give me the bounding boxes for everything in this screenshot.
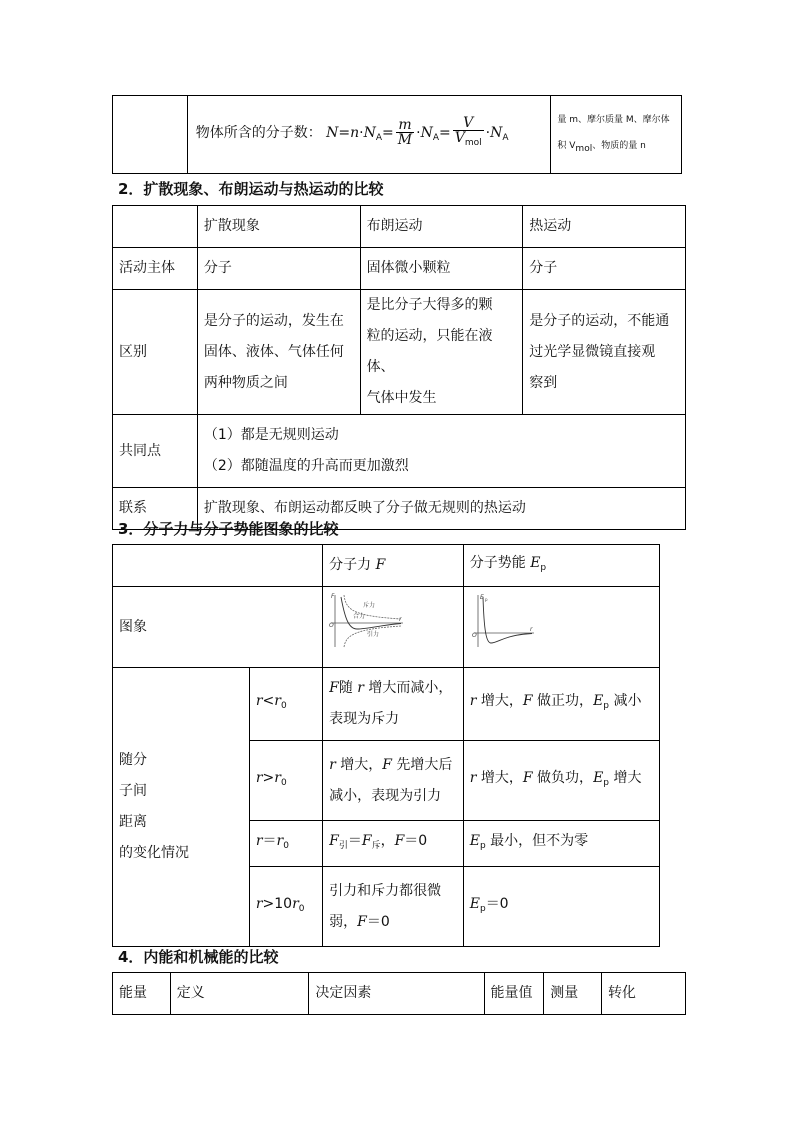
cond-r-less-r0: $r<r_0$: [249, 668, 322, 741]
svg-text:r: r: [399, 616, 402, 623]
note-line-1: 量 m、摩尔质量 M、摩尔体: [557, 115, 670, 125]
s2-header-thermal: 热运动: [523, 206, 686, 248]
top-empty-cell: [113, 96, 188, 174]
common-point-2: （2）都随温度的升高而更加激烈: [203, 458, 409, 474]
force-r-less-r0: F随 r 增大而减小， 表现为斥力: [323, 668, 464, 741]
svg-text:E: E: [479, 594, 484, 601]
svg-text:引力: 引力: [367, 631, 380, 638]
s3-corner-cell: [113, 545, 323, 587]
s4-header-value: 能量值: [484, 973, 544, 1015]
s3-header-energy: 分子势能 $E_p$: [463, 545, 659, 587]
s4-header-definition: 定义: [170, 973, 309, 1015]
s2-row-label-relation: 联系: [113, 488, 198, 530]
s4-header-energy: 能量: [113, 973, 171, 1015]
svg-text:O: O: [471, 632, 477, 639]
s2-header-diffusion: 扩散现象: [197, 206, 360, 248]
note-line-2: 积 Vmol、物质的量 n: [557, 141, 646, 154]
svg-text:斥力: 斥力: [363, 602, 376, 609]
energy-graph-cell: [463, 587, 659, 668]
top-table: [112, 95, 682, 174]
svg-text:合力: 合力: [353, 613, 366, 620]
top-note-cell: [551, 96, 682, 174]
force-r-far: 引力和斥力都很微 弱，F＝0: [323, 867, 464, 947]
s3-image-label: 图象: [113, 587, 323, 668]
svg-text:F: F: [331, 593, 335, 600]
energy-r-far: $E_p=0$: [463, 867, 659, 947]
molecular-force-energy-table: [112, 544, 660, 947]
energy-r-equal-r0: $E_p$ 最小，但不为零: [463, 821, 659, 867]
formula-prefix: 物体所含的分子数：: [195, 124, 322, 141]
s2-subject-thermal: 分子: [523, 248, 686, 290]
force-r-equal-r0: $F_引=F_斥$，F＝0: [323, 821, 464, 867]
s4-header-conversion: 转化: [601, 973, 685, 1015]
svg-text:p: p: [484, 597, 488, 602]
molecule-count-formula: N: [326, 124, 339, 141]
s2-common-points: [197, 415, 685, 488]
s2-relation-text: 扩散现象、布朗运动都反映了分子做无规则的热运动: [197, 488, 685, 530]
section-3-heading: 3．分子力与分子势能图象的比较: [118, 520, 339, 538]
section-4-heading: 4．内能和机械能的比较: [118, 948, 279, 966]
cond-r-equal-r0: $r=r_0$: [249, 821, 322, 867]
s2-subject-brownian: 固体微小颗粒: [360, 248, 523, 290]
s2-subject-diffusion: 分子: [197, 248, 360, 290]
s2-diff-diffusion: 是分子的运动，发生在 固体、液体、气体任何 两种物质之间: [197, 290, 360, 415]
s3-header-force: 分子力 F: [323, 545, 464, 587]
energy-r-less-r0: r 增大，F 做正功，$E_p$ 减小: [463, 668, 659, 741]
s2-row-label-common: 共同点: [113, 415, 198, 488]
s2-corner-cell: [113, 206, 198, 248]
section-2-heading: 2．扩散现象、布朗运动与热运动的比较: [118, 180, 384, 198]
s4-header-measurement: 测量: [544, 973, 602, 1015]
s2-row-label-subject: 活动主体: [113, 248, 198, 290]
s2-header-brownian: 布朗运动: [360, 206, 523, 248]
common-point-1: （1）都是无规则运动: [203, 427, 339, 443]
s2-diff-thermal: 是分子的运动，不能通 过光学显微镜直接观 察到: [523, 290, 686, 415]
s2-diff-brownian: 是比分子大得多的颗 粒的运动，只能在液体、 气体中发生: [360, 290, 523, 415]
force-graph-cell: [323, 587, 464, 668]
cond-r-far: $r>10r_0$: [249, 867, 322, 947]
diffusion-comparison-table: [112, 205, 686, 530]
s3-variation-label: 随分 子间 距离 的变化情况: [113, 668, 250, 947]
s4-header-factors: 决定因素: [309, 973, 484, 1015]
force-graph: [327, 589, 407, 653]
energy-r-greater-r0: r 增大，F 做负功，$E_p$ 增大: [463, 741, 659, 821]
svg-text:O: O: [329, 622, 334, 629]
internal-mechanical-energy-table: [112, 972, 686, 1015]
potential-energy-graph: [468, 589, 548, 653]
cond-r-greater-r0: $r>r_0$: [249, 741, 322, 821]
top-formula-cell: 物体所含的分子数： $N=n\cdot N_A=$ $\frac{m}{M}$ $\cdot N_A=$ $\frac{V}{V_{mol}}$ $\cdot N_A$: [187, 96, 551, 174]
s2-row-label-difference: 区别: [113, 290, 198, 415]
svg-text:r: r: [529, 626, 533, 633]
force-r-greater-r0: r 增大，F 先增大后 减小，表现为引力: [323, 741, 464, 821]
